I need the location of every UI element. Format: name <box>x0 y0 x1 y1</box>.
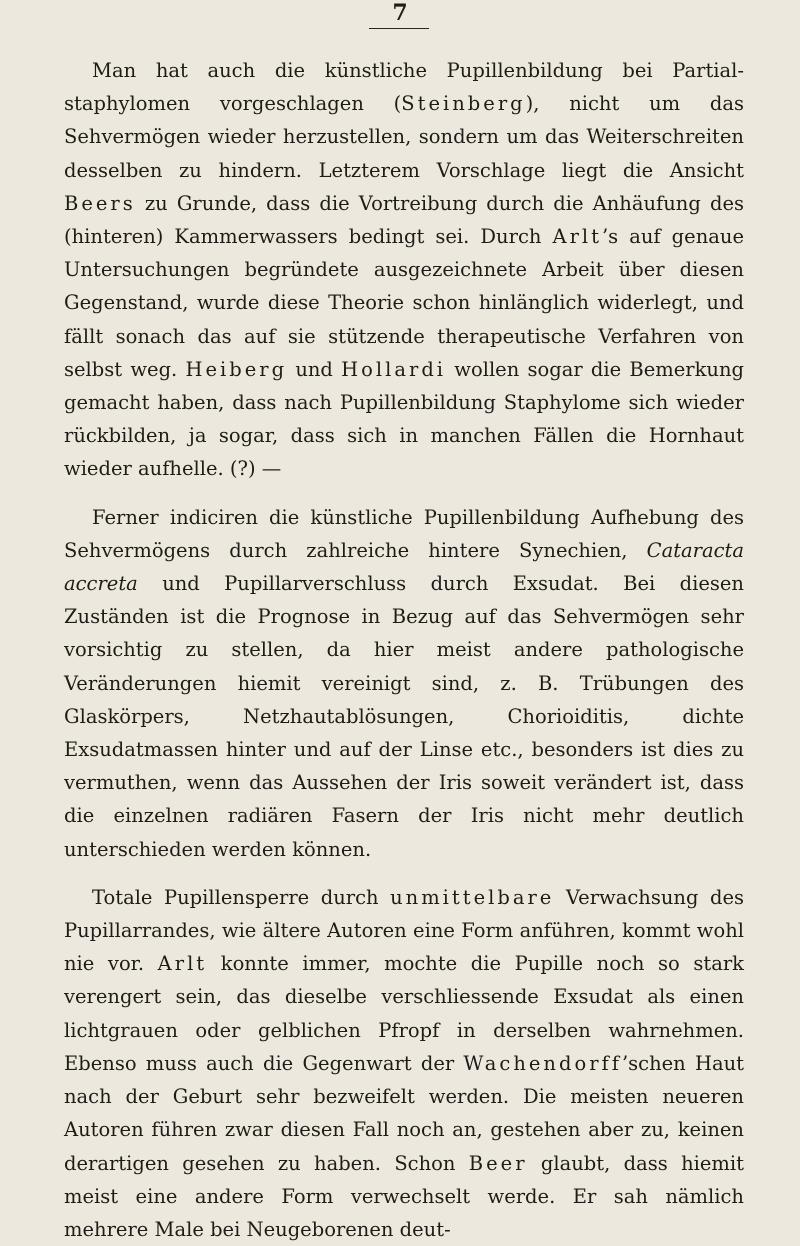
text-run: Totale Pupillensperre durch <box>92 885 391 909</box>
text-run: und Pupillarverschluss durch Exsudat. Bei diesen Zuständen ist die Prognose in Bezug auf das Sehvermögen sehr vorsichtig zu stellen, da hier meist andere pathologische Veränderungen hiemit vereinigt sind, z. B. Trübungen des Glaskörpers, Netzhautablösungen, Chorioiditis, dichte Exsudatmassen hinter und auf der Linse etc., besonders ist dies zu vermuthen, wenn das Aussehen der Iris soweit verändert ist, dass die einzelnen radiären Fasern der Iris nicht mehr deutlich unterschieden werden können. <box>64 572 744 861</box>
spaced-name: Arlt <box>552 225 602 249</box>
spaced-name: Wachendorff <box>463 1051 622 1075</box>
spaced-name: unmittelbare <box>390 885 555 909</box>
paragraph-3 <box>64 881 744 1246</box>
text-run: konnte immer, mochte die Pupille noch so stark verengert sein, das dieselbe verschliessende Exsudat als einen lichtgrauen oder gelblichen Pfropf in derselben wahrnehmen. Ebenso muss auch die Gegenwart der <box>64 952 744 1075</box>
body-text <box>64 54 744 1246</box>
spaced-name: Beers <box>64 191 136 215</box>
text-run: ), nicht um das Sehvermögen wieder herzustellen, sondern um das Weiterschreiten desselben zu hindern. Letzterem Vorschlage liegt die Ansicht <box>64 92 744 182</box>
text-run: und <box>287 357 342 381</box>
page-number: 7 <box>392 0 408 26</box>
text-run: wollen sogar die Bemerkung gemacht haben, dass nach Pupillenbildung Staphylome sich wieder rückbilden, ja sogar, dass sich in manchen Fällen die Hornhaut wieder aufhelle. (?) — <box>64 357 745 481</box>
text-run: zu Grunde, dass die Vortreibung durch die Anhäufung des (hinteren) Kammerwassers bedingt sei. Durch <box>64 191 744 249</box>
spaced-name: Heiberg <box>185 357 288 381</box>
italic-term: Cataracta accreta <box>64 538 744 596</box>
text-run: Man hat auch die künstliche Pupillenbildung bei Partialstaphylomen vorgeschlagen ( <box>64 59 744 116</box>
header-rule <box>369 28 429 29</box>
paragraph-1 <box>64 54 744 486</box>
text-run: ’s auf genaue Untersuchungen begründete ausgezeichnete Arbeit über diesen Gegenstand, wurde diese Theorie schon hinlänglich widerlegt, und fällt sonach das auf sie stützende therapeutische Verfahren von selbst weg. <box>64 225 744 381</box>
spaced-name: Steinberg <box>401 92 526 116</box>
text-run: ’schen Haut nach der Geburt sehr bezweifelt werden. Die meisten neueren Autoren führen zwar diesen Fall noch an, gestehen aber zu, keinen derartigen gesehen zu haben. Schon <box>64 1051 744 1175</box>
text-run: Ferner indiciren die künstliche Pupillenbildung Aufhebung des Sehvermögens durch zahlreiche hintere Synechien, <box>64 505 744 562</box>
text-run: glaubt, dass hiemit meist eine andere Form verwechselt werde. Er sah nämlich mehrere Male bei Neugeborenen deut- <box>64 1151 744 1241</box>
spaced-name: Beer <box>468 1151 528 1175</box>
spaced-name: Arlt <box>157 952 208 976</box>
text-run: Verwachsung des Pupillarrandes, wie ältere Autoren eine Form anführen, kommt wohl nie vor. <box>64 885 744 976</box>
paragraph-2 <box>64 501 744 866</box>
spaced-name: Hollardi <box>341 357 447 381</box>
